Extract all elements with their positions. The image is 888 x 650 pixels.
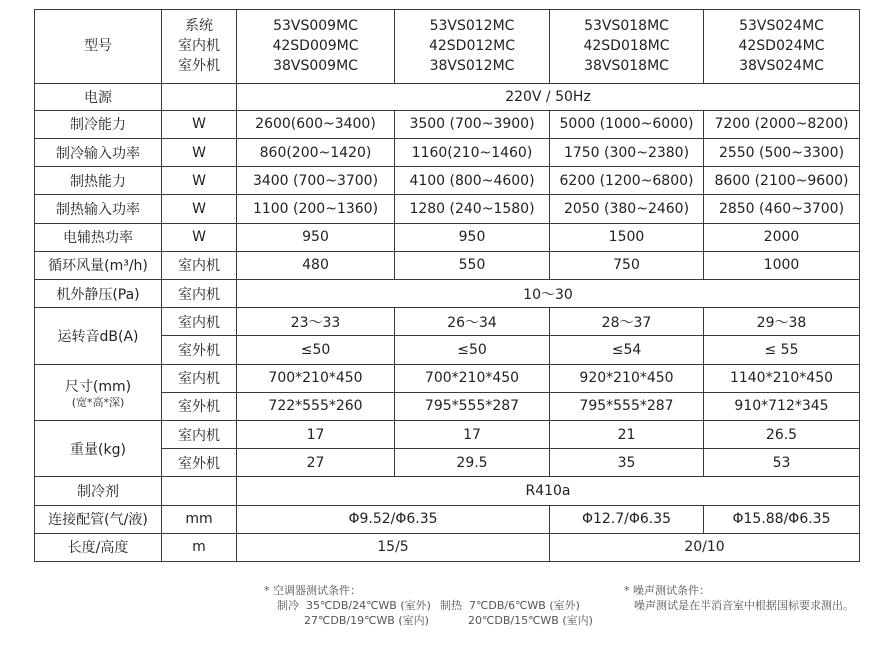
row-label: 制热能力 — [35, 167, 162, 195]
value-cell: 1280 (240~1580) — [395, 195, 550, 223]
noise-indoor-row — [35, 308, 860, 336]
heating-condition-indoor: 20℃DB/15℃WB (室内) — [468, 614, 593, 627]
unit-cell: W — [162, 167, 237, 195]
noise-test-text: 噪声测试是在半消音室中根据国标要求测出。 — [634, 599, 854, 612]
value-cell: 1500 — [550, 223, 704, 251]
value-cell: 8600 (2100~9600) — [704, 167, 860, 195]
unit-cell: 室外机 — [162, 392, 237, 420]
model-sublabels — [162, 10, 237, 84]
value-cell: 5000 (1000~6000) — [550, 110, 704, 138]
row-label: 循环风量(m³/h) — [35, 251, 162, 279]
value-cell: 2600(600~3400) — [237, 110, 395, 138]
value-cell: 29.5 — [395, 449, 550, 477]
value-cell: 6200 (1200~6800) — [550, 167, 704, 195]
model-label: 型号 — [35, 10, 162, 84]
row-label: 电辅热功率 — [35, 223, 162, 251]
value-cell: 2000 — [704, 223, 860, 251]
value-cell: 10～30 — [237, 279, 860, 307]
row-label: 机外静压(Pa) — [35, 279, 162, 307]
value-cell: 700*210*450 — [395, 364, 550, 392]
indoor-model: 42SD009MC — [272, 38, 359, 55]
unit-cell: 室外机 — [162, 336, 237, 364]
cooling-condition-indoor: 27℃DB/19℃WB (室内) — [304, 614, 429, 627]
piping-row — [35, 505, 860, 533]
unit-cell: W — [162, 195, 237, 223]
value-cell: Φ9.52/Φ6.35 — [237, 505, 550, 533]
value-cell: 950 — [237, 223, 395, 251]
unit-cell: m — [162, 533, 237, 561]
value-cell: 20/10 — [550, 533, 860, 561]
value-cell: 722*555*260 — [237, 392, 395, 420]
value-cell: 28～37 — [550, 308, 704, 336]
power-row — [35, 83, 860, 110]
unit-cell: 室内机 — [162, 308, 237, 336]
dimensions-indoor-row — [35, 364, 860, 392]
value-cell: 480 — [237, 251, 395, 279]
row-label: 电源 — [35, 83, 162, 110]
system-label: 系统 — [185, 18, 213, 35]
row-label: 长度/高度 — [35, 533, 162, 561]
outdoor-label: 室外机 — [178, 58, 220, 75]
row-label: 制冷能力 — [35, 110, 162, 138]
indoor-model: 42SD024MC — [738, 38, 825, 55]
row-label: 重量(kg) — [35, 420, 162, 476]
unit-cell: 室内机 — [162, 279, 237, 307]
value-cell: 7200 (2000~8200) — [704, 110, 860, 138]
cooling-test-conditions — [277, 598, 431, 628]
dimensions-sublabel: (宽*高*深) — [71, 395, 125, 409]
system-model: 53VS009MC — [273, 18, 358, 35]
value-cell: R410a — [237, 477, 860, 505]
value-cell: 2550 (500~3300) — [704, 138, 860, 166]
value-cell: ≤50 — [237, 336, 395, 364]
noise-test-title: * 噪声测试条件： — [624, 584, 710, 597]
value-cell: 15/5 — [237, 533, 550, 561]
value-cell: 35 — [550, 449, 704, 477]
value-cell: 750 — [550, 251, 704, 279]
model-cell — [395, 10, 550, 84]
indoor-model: 42SD018MC — [583, 38, 670, 55]
row-label: 制冷剂 — [35, 477, 162, 505]
unit-cell: W — [162, 110, 237, 138]
static-pressure-row — [35, 279, 860, 307]
outdoor-model: 38VS024MC — [739, 58, 824, 75]
value-cell: 860(200~1420) — [237, 138, 395, 166]
value-cell: 700*210*450 — [237, 364, 395, 392]
system-model: 53VS018MC — [584, 18, 669, 35]
dimensions-label: 尺寸(mm) — [64, 378, 132, 395]
value-cell: 1160(210~1460) — [395, 138, 550, 166]
indoor-model: 42SD012MC — [428, 38, 516, 55]
indoor-label: 室内机 — [178, 38, 220, 55]
cooling-label: 制冷 — [277, 599, 299, 612]
model-cell — [550, 10, 704, 84]
unit-cell: 室内机 — [162, 364, 237, 392]
value-cell: 26～34 — [395, 308, 550, 336]
system-model: 53VS012MC — [429, 18, 515, 35]
value-cell: 27 — [237, 449, 395, 477]
row-label: 连接配管(气/液) — [35, 505, 162, 533]
spec-table — [34, 9, 860, 562]
value-cell: 2050 (380~2460) — [550, 195, 704, 223]
value-cell: 17 — [395, 420, 550, 448]
unit-cell: 室内机 — [162, 420, 237, 448]
heating-label: 制热 — [440, 599, 462, 612]
unit-cell: 室外机 — [162, 449, 237, 477]
unit-cell — [162, 83, 237, 110]
model-row — [35, 10, 860, 84]
value-cell: 23～33 — [237, 308, 395, 336]
value-cell: 220V / 50Hz — [237, 83, 860, 110]
value-cell: 3500 (700~3900) — [395, 110, 550, 138]
unit-cell: W — [162, 138, 237, 166]
unit-cell: mm — [162, 505, 237, 533]
heating-row — [35, 167, 860, 195]
value-cell: 550 — [395, 251, 550, 279]
value-cell: 1100 (200~1360) — [237, 195, 395, 223]
value-cell: ≤50 — [395, 336, 550, 364]
value-cell: 17 — [237, 420, 395, 448]
noise-test-notes — [624, 583, 854, 613]
value-cell: 920*210*450 — [550, 364, 704, 392]
unit-cell: W — [162, 223, 237, 251]
row-label: 制热输入功率 — [35, 195, 162, 223]
heating-condition-outdoor: 7℃DB/6℃WB (室外) — [469, 599, 580, 612]
heating-test-conditions — [440, 598, 593, 628]
outdoor-model: 38VS012MC — [429, 58, 515, 75]
value-cell: 1000 — [704, 251, 860, 279]
ac-test-title: * 空调器测试条件： — [264, 584, 361, 597]
value-cell: 4100 (800~4600) — [395, 167, 550, 195]
value-cell: Φ15.88/Φ6.35 — [704, 505, 860, 533]
cooling-input-row — [35, 138, 860, 166]
value-cell: 795*555*287 — [550, 392, 704, 420]
outdoor-model: 38VS009MC — [273, 58, 358, 75]
value-cell: Φ12.7/Φ6.35 — [550, 505, 704, 533]
aux-heat-row — [35, 223, 860, 251]
row-label: 运转音dB(A) — [35, 308, 162, 364]
unit-cell — [162, 477, 237, 505]
value-cell: 1750 (300~2380) — [550, 138, 704, 166]
value-cell: 29～38 — [704, 308, 860, 336]
refrigerant-row — [35, 477, 860, 505]
model-cell — [704, 10, 860, 84]
model-cell — [237, 10, 395, 84]
value-cell: 910*712*345 — [704, 392, 860, 420]
value-cell: 53 — [704, 449, 860, 477]
airflow-row — [35, 251, 860, 279]
value-cell: 3400 (700~3700) — [237, 167, 395, 195]
heating-input-row — [35, 195, 860, 223]
value-cell: 26.5 — [704, 420, 860, 448]
cooling-row — [35, 110, 860, 138]
outdoor-model: 38VS018MC — [584, 58, 669, 75]
system-model: 53VS024MC — [739, 18, 824, 35]
value-cell: 1140*210*450 — [704, 364, 860, 392]
length-row — [35, 533, 860, 561]
weight-indoor-row — [35, 420, 860, 448]
value-cell: ≤ 55 — [704, 336, 860, 364]
cooling-condition-outdoor: 35℃DB/24℃WB (室外) — [306, 599, 431, 612]
row-label — [35, 364, 162, 420]
value-cell: 950 — [395, 223, 550, 251]
unit-cell: 室内机 — [162, 251, 237, 279]
value-cell: 2850 (460~3700) — [704, 195, 860, 223]
ac-test-notes — [264, 583, 361, 598]
row-label: 制冷输入功率 — [35, 138, 162, 166]
value-cell: 795*555*287 — [395, 392, 550, 420]
value-cell: ≤54 — [550, 336, 704, 364]
value-cell: 21 — [550, 420, 704, 448]
